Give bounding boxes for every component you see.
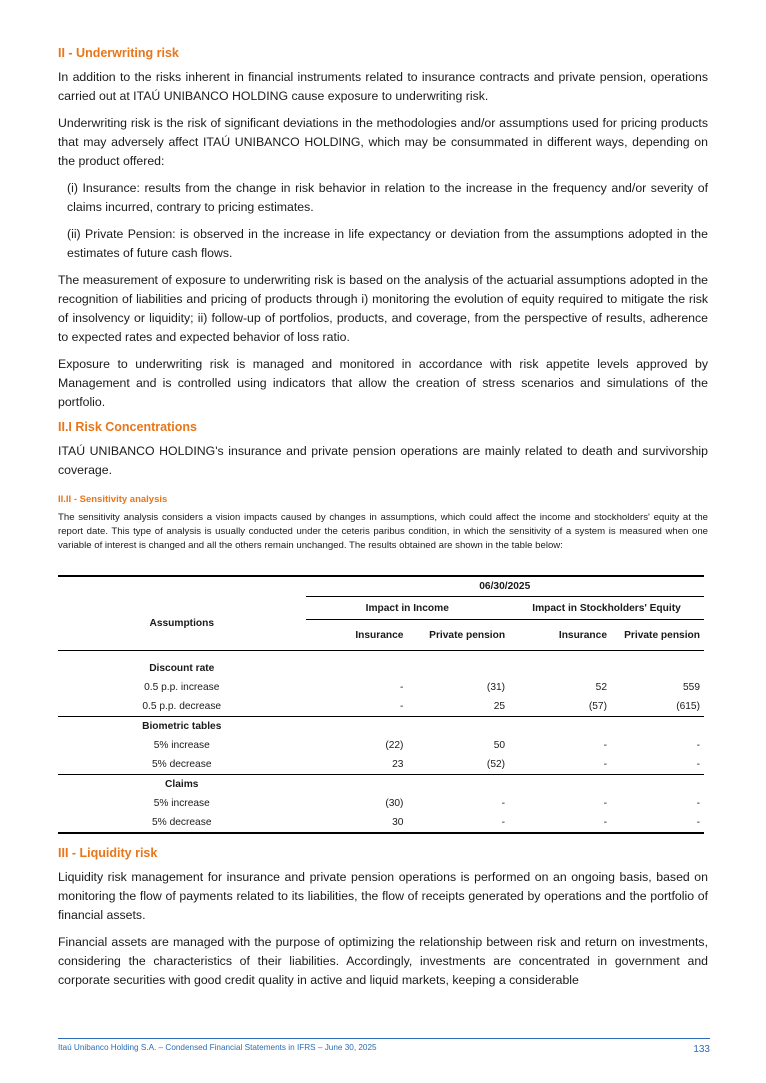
table-date-header: 06/30/2025 <box>306 576 705 597</box>
cell-value: (30) <box>385 798 404 809</box>
cell-value: - <box>400 701 404 712</box>
impact-equity-header: Impact in Stockholders' Equity <box>509 597 704 620</box>
cell-value: - <box>509 813 611 833</box>
cell-value: 23 <box>392 759 404 770</box>
underwriting-paragraph-4: Exposure to underwriting risk is managed and monitored in accordance with risk appetite levels approved by Management and is controlled using indicators that allow the creation of stress scenarios and simulations of the portfolio. <box>58 357 708 409</box>
income-pension-header: Private pension <box>407 620 509 651</box>
cell-value: - <box>501 798 506 809</box>
cell-value: 30 <box>306 813 408 833</box>
sensitivity-analysis-heading: II.II - Sensitivity analysis <box>58 494 168 505</box>
liquidity-paragraph-2: Financial assets are managed with the purpose of optimizing the relationship between risk and return on investments, considering the characteristics of their liabilities. Accordingly, investments are concentrated in government and corporate securities with good credit quality in active and liquid markets, keeping a considerable <box>58 935 708 987</box>
cell-value: (57) <box>588 701 607 712</box>
table-row <box>58 794 704 813</box>
cell-value: - <box>603 798 607 809</box>
cell-value: 52 <box>595 682 607 693</box>
footer-page-number: 133 <box>693 1044 710 1055</box>
cell-value: (31) <box>486 682 506 693</box>
cell-value: (52) <box>486 759 506 770</box>
equity-insurance-header: Insurance <box>509 620 611 651</box>
document-page <box>58 46 708 998</box>
cell-value: 25 <box>493 701 506 712</box>
group-label-biometric-tables: Biometric tables <box>58 717 306 737</box>
table-row <box>58 813 704 833</box>
cell-value: 50 <box>493 740 506 751</box>
sensitivity-analysis-paragraph: The sensitivity analysis considers a vision impacts caused by changes in assumptions, which could affect the income and stockholders' equity at the report date. This type of analysis is usually conducted under the ceteris paribus condition, in which the sensitivity of a system is measured when one variable of interest is changed and all the others remain unchanged. The results obtained are shown in the table below: <box>58 512 708 551</box>
underwriting-paragraph-3: The measurement of exposure to underwriting risk is based on the analysis of the actuarial assumptions adopted in the recognition of liabilities and pricing of products through i) monitoring the evolution of equity required to mitigate the risk of insolvency or liquidity; ii) follow-up of portfolios, products, and coverage, from the perspective of results, adherence to expected rates and expected behavior of loss ratio. <box>58 273 708 344</box>
impact-income-header: Impact in Income <box>306 597 510 620</box>
underwriting-item-pension: (ii) Private Pension: is observed in the increase in life expectancy or deviation from the assumptions adopted in the estimates of future cash flows. <box>67 227 708 260</box>
cell-value: - <box>407 813 509 833</box>
underwriting-risk-heading: II - Underwriting risk <box>58 46 179 60</box>
row-label: 5% decrease <box>152 759 212 770</box>
liquidity-risk-heading: III - Liquidity risk <box>58 846 158 860</box>
underwriting-paragraph-2: Underwriting risk is the risk of significant deviations in the methodologies and/or assumptions used for pricing products that may adversely affect ITAÚ UNIBANCO HOLDING, which may be consummated in different ways, depending on the product offered: <box>58 116 708 168</box>
cell-value: 559 <box>683 682 700 693</box>
group-label-claims: Claims <box>58 775 306 795</box>
footer-document-title: Itaú Unibanco Holding S.A. – Condensed Financial Statements in IFRS – June 30, 2025 <box>58 1043 377 1052</box>
cell-value: (22) <box>385 740 404 751</box>
row-label: 0.5 p.p. decrease <box>142 701 222 712</box>
cell-value: - <box>611 813 704 833</box>
cell-value: - <box>603 740 607 751</box>
cell-value: - <box>603 759 607 770</box>
risk-concentrations-heading: II.I Risk Concentrations <box>58 420 197 434</box>
cell-value: (615) <box>676 701 700 712</box>
income-insurance-header: Insurance <box>306 620 408 651</box>
row-label: 5% increase <box>153 740 210 751</box>
assumptions-header: Assumptions <box>58 597 306 651</box>
table-row <box>58 755 704 775</box>
underwriting-item-insurance: (i) Insurance: results from the change in risk behavior in relation to the increase in the frequency and/or severity of claims incurred, contrary to pricing estimates. <box>67 181 708 214</box>
row-label: 5% increase <box>153 798 210 809</box>
risk-concentrations-paragraph: ITAÚ UNIBANCO HOLDING's insurance and private pension operations are mainly related to death and survivorship coverage. <box>58 444 708 477</box>
page-footer <box>58 1038 710 1055</box>
row-label: 5% decrease <box>58 813 306 833</box>
table-row <box>58 678 704 697</box>
cell-value: - <box>696 759 700 770</box>
liquidity-paragraph-1: Liquidity risk management for insurance and private pension operations is performed on an ongoing basis, based on monitoring the flow of payments related to its liabilities, the flow of receipts generated by operations and the portfolio of financial assets. <box>58 870 708 922</box>
table-row <box>58 736 704 755</box>
cell-value: - <box>696 798 700 809</box>
underwriting-paragraph-1: In addition to the risks inherent in financial instruments related to insurance contracts and private pension, operations carried out at ITAÚ UNIBANCO HOLDING cause exposure to underwriting risk. <box>58 70 708 103</box>
row-label: 0.5 p.p. increase <box>144 682 220 693</box>
equity-pension-header: Private pension <box>611 620 704 651</box>
sensitivity-table <box>58 575 704 834</box>
cell-value: - <box>400 682 404 693</box>
group-label-discount-rate: Discount rate <box>149 663 215 674</box>
cell-value: - <box>696 740 700 751</box>
table-row <box>58 697 704 717</box>
